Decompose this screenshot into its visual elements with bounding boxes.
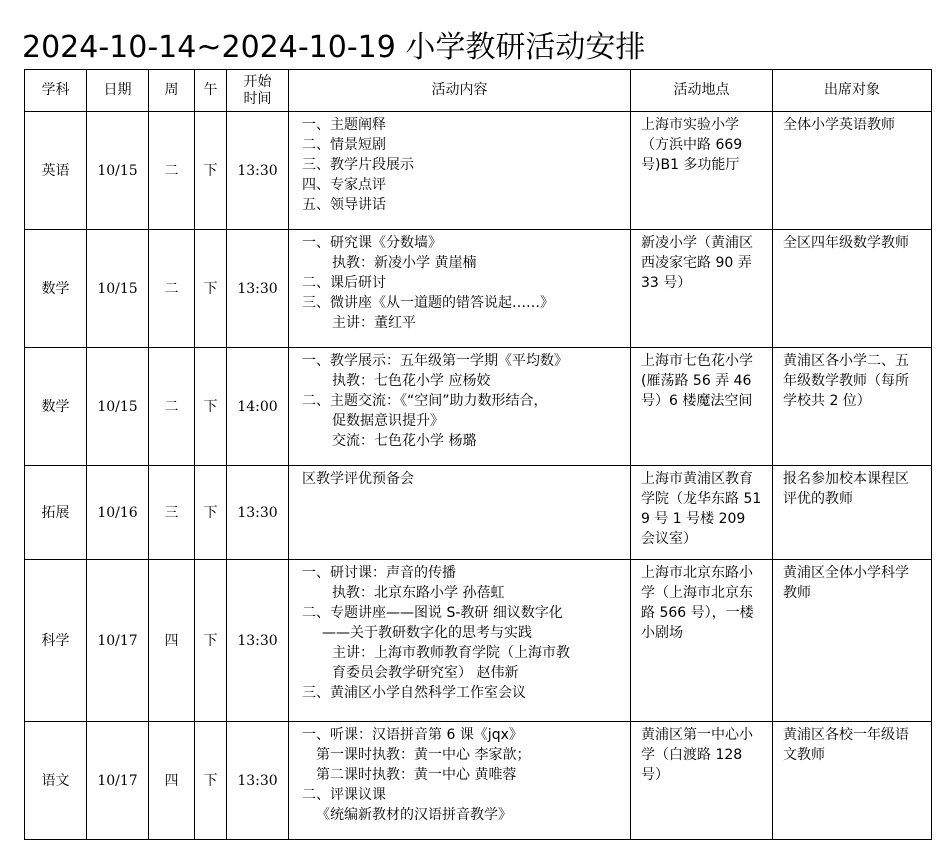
cell-date: 10/16 (87, 466, 149, 560)
content-line: 执教：新凌小学 黄崖楠 (332, 255, 477, 271)
content-line: 育委员会教学研究室） 赵伟新 (332, 665, 519, 681)
cell-subject: 语文 (25, 722, 87, 840)
table-row (25, 230, 932, 348)
header-time-line2: 时间 (243, 90, 272, 107)
content-line: 二、课后研讨 (302, 275, 386, 291)
cell-time: 13:30 (227, 230, 289, 348)
cell-audience: 黄浦区全体小学科学教师 (773, 560, 932, 722)
table-row (25, 466, 932, 560)
cell-date: 10/17 (87, 722, 149, 840)
content-line: 三、微讲座《从一道题的错答说起……》 (302, 295, 554, 311)
content-line: ——关于教研数字化的思考与实践 (322, 625, 532, 641)
content-line: 三、黄浦区小学自然科学工作室会议 (302, 685, 526, 701)
cell-subject: 英语 (25, 112, 87, 230)
content-line: 四、专家点评 (302, 177, 386, 193)
cell-content (289, 560, 631, 722)
cell-content (289, 230, 631, 348)
content-line: 《统编新教材的汉语拼音教学》 (316, 807, 512, 823)
header-time (227, 70, 289, 112)
content-line: 三、教学片段展示 (302, 157, 414, 173)
cell-date: 10/15 (87, 112, 149, 230)
schedule-table (24, 69, 932, 840)
content-line: 一、教学展示：五年级第一学期《平均数》 (302, 353, 568, 369)
cell-subject: 科学 (25, 560, 87, 722)
cell-subject: 数学 (25, 230, 87, 348)
content-line: 区教学评优预备会 (302, 471, 414, 487)
cell-weekday: 二 (149, 112, 195, 230)
cell-audience: 黄浦区各小学二、五年级数学教师（每所学校共 2 位） (773, 348, 932, 466)
cell-content (289, 722, 631, 840)
content-line: 二、情景短剧 (302, 137, 386, 153)
cell-location: 新凌小学（黄浦区西凌家宅路 90 弄 33 号） (631, 230, 773, 348)
cell-period: 下 (195, 560, 227, 722)
cell-audience: 全体小学英语教师 (773, 112, 932, 230)
cell-period: 下 (195, 112, 227, 230)
cell-weekday: 二 (149, 348, 195, 466)
header-location: 活动地点 (631, 70, 773, 112)
content-line: 执教：北京东路小学 孙蓓虹 (332, 585, 505, 601)
cell-audience: 报名参加校本课程区评优的教师 (773, 466, 932, 560)
cell-date: 10/17 (87, 560, 149, 722)
table-row (25, 560, 932, 722)
content-line: 第二课时执教：黄一中心 黄唯蓉 (316, 767, 517, 783)
table-row (25, 722, 932, 840)
cell-location: 上海市实验小学（方浜中路 669 号)B1 多功能厅 (631, 112, 773, 230)
cell-time: 13:30 (227, 466, 289, 560)
header-subject: 学科 (25, 70, 87, 112)
content-line: 一、研究课《分数墙》 (302, 235, 442, 251)
cell-content (289, 348, 631, 466)
cell-period: 下 (195, 348, 227, 466)
cell-date: 10/15 (87, 230, 149, 348)
header-time-line1: 开始 (243, 73, 272, 90)
content-line: 一、听课：汉语拼音第 6 课《jqx》 (302, 727, 523, 743)
cell-period: 下 (195, 466, 227, 560)
content-line: 促数据意识提升》 (332, 413, 444, 429)
content-line: 一、研讨课：声音的传播 (302, 565, 456, 581)
content-line: 二、专题讲座——图说 S-教研 细议数字化 (302, 605, 563, 621)
cell-audience: 全区四年级数学教师 (773, 230, 932, 348)
header-date: 日期 (87, 70, 149, 112)
cell-time: 13:30 (227, 560, 289, 722)
header-weekday: 周 (149, 70, 195, 112)
content-line: 第一课时执教：黄一中心 李家歆； (316, 747, 531, 763)
content-line: 主讲：上海市教师教育学院（上海市教 (332, 645, 570, 661)
cell-date: 10/15 (87, 348, 149, 466)
cell-time: 13:30 (227, 112, 289, 230)
page-title: 2024-10-14~2024-10-19 小学教研活动安排 (22, 30, 646, 65)
cell-location: 上海市北京东路小学（上海市北京东路 566 号），一楼小剧场 (631, 560, 773, 722)
header-audience: 出席对象 (773, 70, 932, 112)
cell-period: 下 (195, 722, 227, 840)
cell-content (289, 112, 631, 230)
cell-subject: 拓展 (25, 466, 87, 560)
header-content: 活动内容 (289, 70, 631, 112)
cell-audience: 黄浦区各校一年级语文教师 (773, 722, 932, 840)
cell-weekday: 四 (149, 560, 195, 722)
cell-content (289, 466, 631, 560)
cell-weekday: 二 (149, 230, 195, 348)
content-line: 交流：七色花小学 杨璐 (332, 433, 477, 449)
content-line: 执教：七色花小学 应杨姣 (332, 373, 491, 389)
header-period: 午 (195, 70, 227, 112)
cell-time: 13:30 (227, 722, 289, 840)
cell-weekday: 四 (149, 722, 195, 840)
content-line: 五、领导讲话 (302, 197, 386, 213)
table-row (25, 112, 932, 230)
cell-location: 上海市黄浦区教育学院（龙华东路 519 号 1 号楼 209 会议室） (631, 466, 773, 560)
cell-location: 上海市七色花小学(雁荡路 56 弄 46 号）6 楼魔法空间 (631, 348, 773, 466)
content-line: 二、评课议课 (302, 787, 386, 803)
header-row (25, 70, 932, 112)
cell-period: 下 (195, 230, 227, 348)
cell-time: 14:00 (227, 348, 289, 466)
content-line: 一、主题阐释 (302, 117, 386, 133)
cell-location: 黄浦区第一中心小学（白渡路 128 号） (631, 722, 773, 840)
cell-weekday: 三 (149, 466, 195, 560)
content-line: 二、主题交流：《“空间”助力数形结合， (302, 393, 548, 409)
cell-subject: 数学 (25, 348, 87, 466)
table-row (25, 348, 932, 466)
content-line: 主讲：董红平 (332, 315, 416, 331)
